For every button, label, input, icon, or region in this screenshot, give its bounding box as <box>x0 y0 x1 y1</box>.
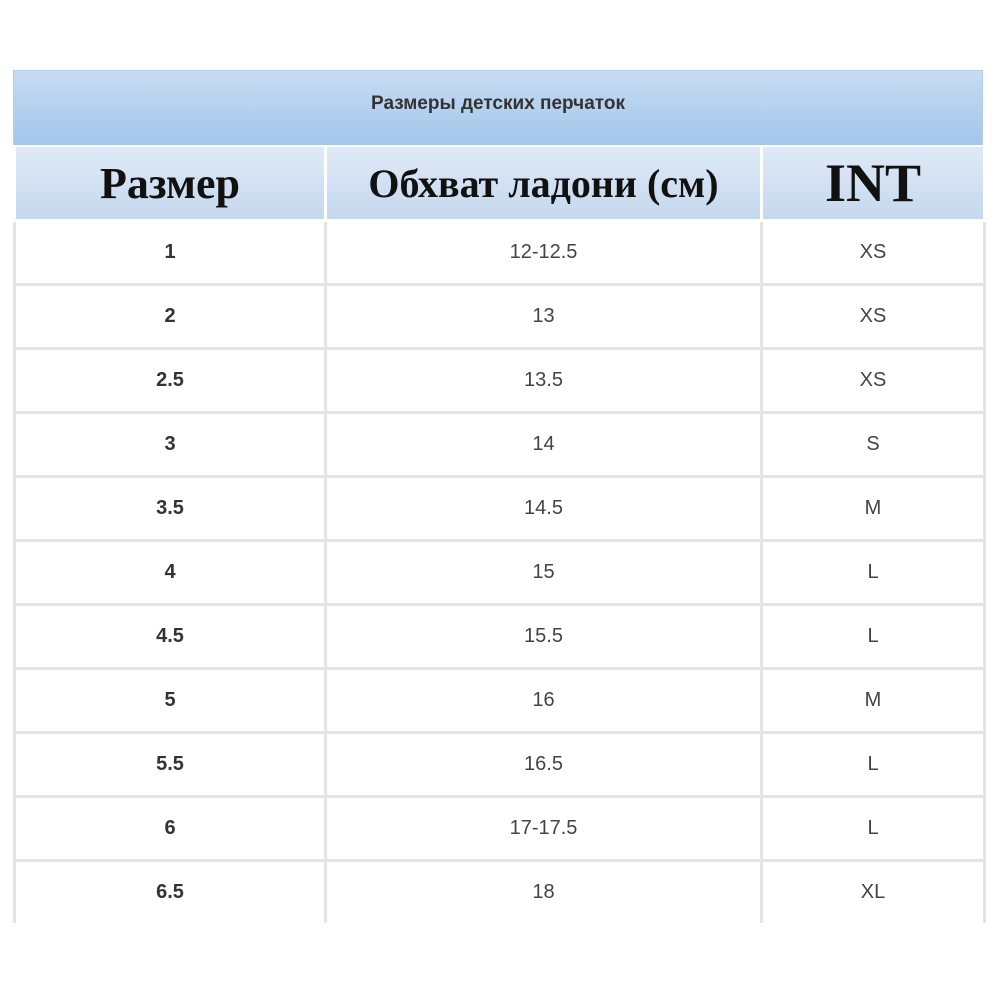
size-table <box>13 145 986 923</box>
cell-int: S <box>762 413 985 477</box>
table-row <box>15 733 985 797</box>
table-row <box>15 797 985 861</box>
size-chart <box>13 70 983 923</box>
cell-size: 6 <box>15 797 326 861</box>
cell-int: XS <box>762 349 985 413</box>
cell-palm-circumference: 13 <box>326 285 762 349</box>
table-row <box>15 349 985 413</box>
table-row <box>15 541 985 605</box>
cell-int: L <box>762 797 985 861</box>
cell-int: M <box>762 669 985 733</box>
cell-palm-circumference: 16.5 <box>326 733 762 797</box>
cell-palm-circumference: 14 <box>326 413 762 477</box>
table-row <box>15 413 985 477</box>
cell-size: 2 <box>15 285 326 349</box>
cell-int: XS <box>762 221 985 285</box>
table-caption <box>13 70 983 145</box>
cell-size: 3.5 <box>15 477 326 541</box>
cell-palm-circumference: 15.5 <box>326 605 762 669</box>
cell-palm-circumference: 14.5 <box>326 477 762 541</box>
cell-size: 4 <box>15 541 326 605</box>
cell-size: 1 <box>15 221 326 285</box>
cell-size: 6.5 <box>15 861 326 924</box>
cell-int: XS <box>762 285 985 349</box>
cell-int: L <box>762 541 985 605</box>
table-row <box>15 861 985 924</box>
cell-palm-circumference: 18 <box>326 861 762 924</box>
header-row <box>15 146 985 221</box>
cell-size: 2.5 <box>15 349 326 413</box>
table-row <box>15 605 985 669</box>
table-row <box>15 221 985 285</box>
header-size: Размер <box>15 146 326 221</box>
cell-palm-circumference: 17-17.5 <box>326 797 762 861</box>
cell-size: 4.5 <box>15 605 326 669</box>
table-row <box>15 477 985 541</box>
header-palm-circumference: Обхват ладони (см) <box>326 146 762 221</box>
cell-int: XL <box>762 861 985 924</box>
cell-palm-circumference: 12-12.5 <box>326 221 762 285</box>
cell-int: L <box>762 733 985 797</box>
cell-int: M <box>762 477 985 541</box>
cell-size: 5 <box>15 669 326 733</box>
cell-palm-circumference: 15 <box>326 541 762 605</box>
cell-size: 3 <box>15 413 326 477</box>
header-int: INT <box>762 146 985 221</box>
cell-palm-circumference: 13.5 <box>326 349 762 413</box>
cell-size: 5.5 <box>15 733 326 797</box>
cell-int: L <box>762 605 985 669</box>
cell-palm-circumference: 16 <box>326 669 762 733</box>
table-row <box>15 669 985 733</box>
table-row <box>15 285 985 349</box>
table-title: Размеры детских перчаток <box>371 93 625 114</box>
